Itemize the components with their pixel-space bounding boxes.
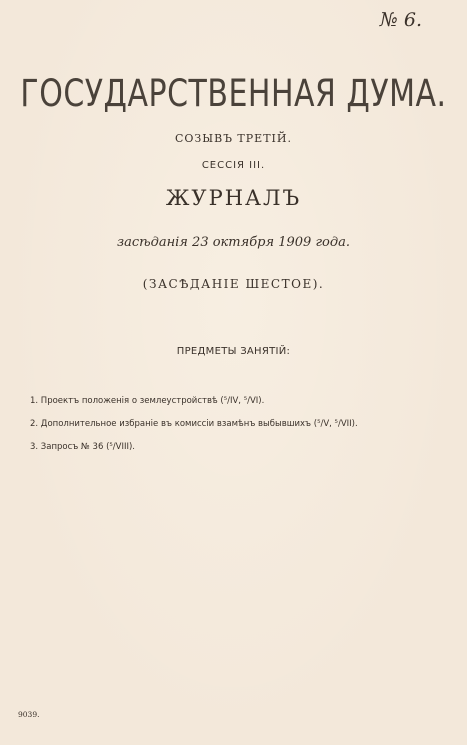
agenda-list [30, 396, 358, 465]
agenda-item: 3. Запросъ № 36 (⁵/VIII). [30, 442, 136, 452]
journal-heading: ЖУРНАЛЪ [165, 186, 302, 210]
agenda-heading: ПРЕДМЕТЫ ЗАНЯТІЙ: [176, 346, 291, 357]
meeting-date: засѣданія 23 октября 1909 года. [117, 235, 350, 250]
page-title: ГОСУДАРСТВЕННАЯ ДУМА. [20, 72, 447, 116]
agenda-item: 2. Дополнительное избраніе въ комиссіи взамѣнъ выбывшихъ (⁵/V, ⁵/VII). [30, 419, 358, 429]
session-label: СЕССІЯ III. [201, 160, 266, 171]
issue-number: № 6. [379, 9, 422, 31]
convocation-label: СОЗЫВЪ ТРЕТІЙ. [175, 132, 292, 145]
meeting-number: (ЗАСѢДАНІЕ ШЕСТОЕ). [142, 277, 325, 291]
agenda-item: 1. Проектъ положенія о землеустройствѣ (⁵/IV, ⁵/VI). [30, 396, 265, 406]
page-code: 9039. [18, 710, 40, 719]
